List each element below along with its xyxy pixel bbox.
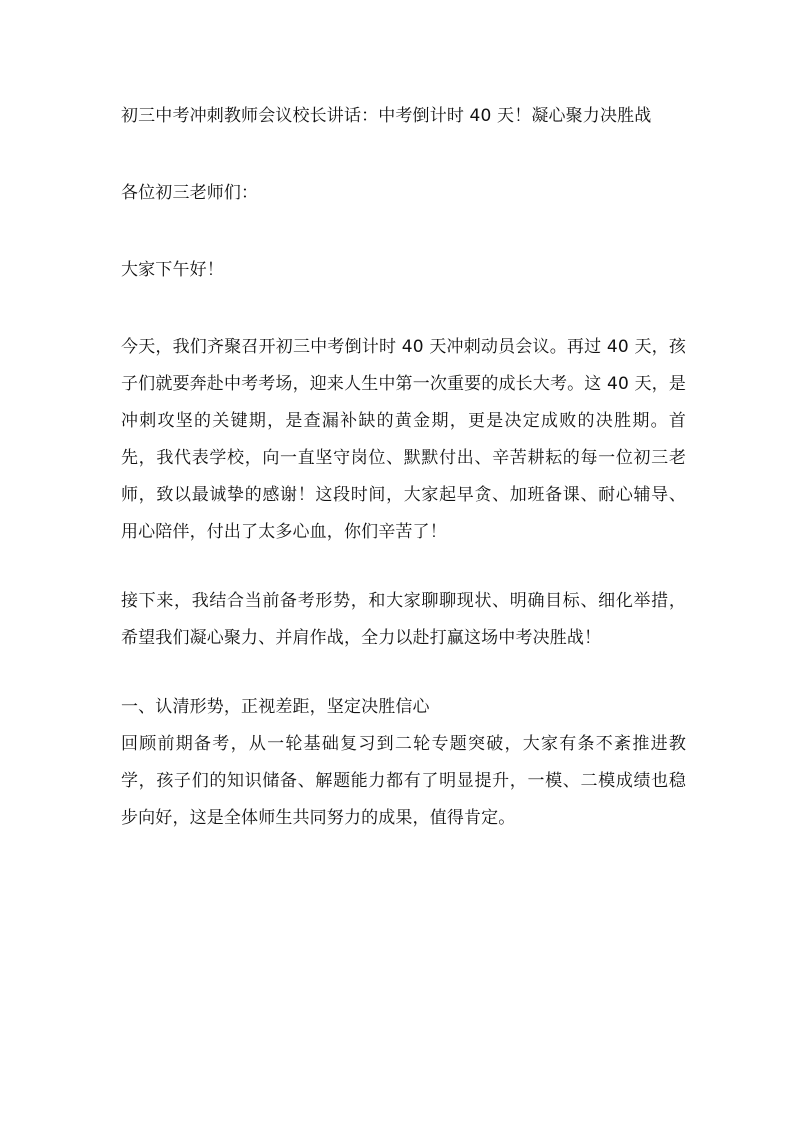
greeting-recipients: 各位初三老师们： xyxy=(121,183,259,203)
section-paragraph: 回顾前期备考，从一轮基础复习到二轮专题突破，大家有条不紊推进教学，孩子们的知识储备、解题能力都有了明显提升，一模、二模成绩也稳步向好，这是全体师生共同努力的成果，值得肯定。 xyxy=(121,734,686,828)
greeting-hello: 大家下午好！ xyxy=(121,260,224,280)
document-title: 初三中考冲刺教师会议校长讲话：中考倒计时 40 天！凝心聚力决胜战 xyxy=(121,106,652,126)
paragraph-opening: 今天，我们齐聚召开初三中考倒计时 40 天冲刺动员会议。再过 40 天，孩子们就要奔赴中考考场，迎来人生中第一次重要的成长大考。这 40 天，是冲刺攻坚的关键期，是查漏补缺的黄金期，更是决定成败的决胜期。首先，我代表学校，向一直坚守岗位、默默付出、辛苦耕耘的每一位初三老师，致以最诚挚的感谢！这段时间，大家起早贪、加班备课、耐心辅导、用心陪伴，付出了太多心血，你们辛苦了！ xyxy=(121,337,686,542)
section-heading: 一、认清形势，正视差距，坚定决胜信心 xyxy=(121,697,430,717)
document-body xyxy=(121,98,686,837)
paragraph-transition: 接下来，我结合当前备考形势，和大家聊聊现状、明确目标、细化举措，希望我们凝心聚力、并肩作战，全力以赴打赢这场中考决胜战！ xyxy=(121,591,686,648)
